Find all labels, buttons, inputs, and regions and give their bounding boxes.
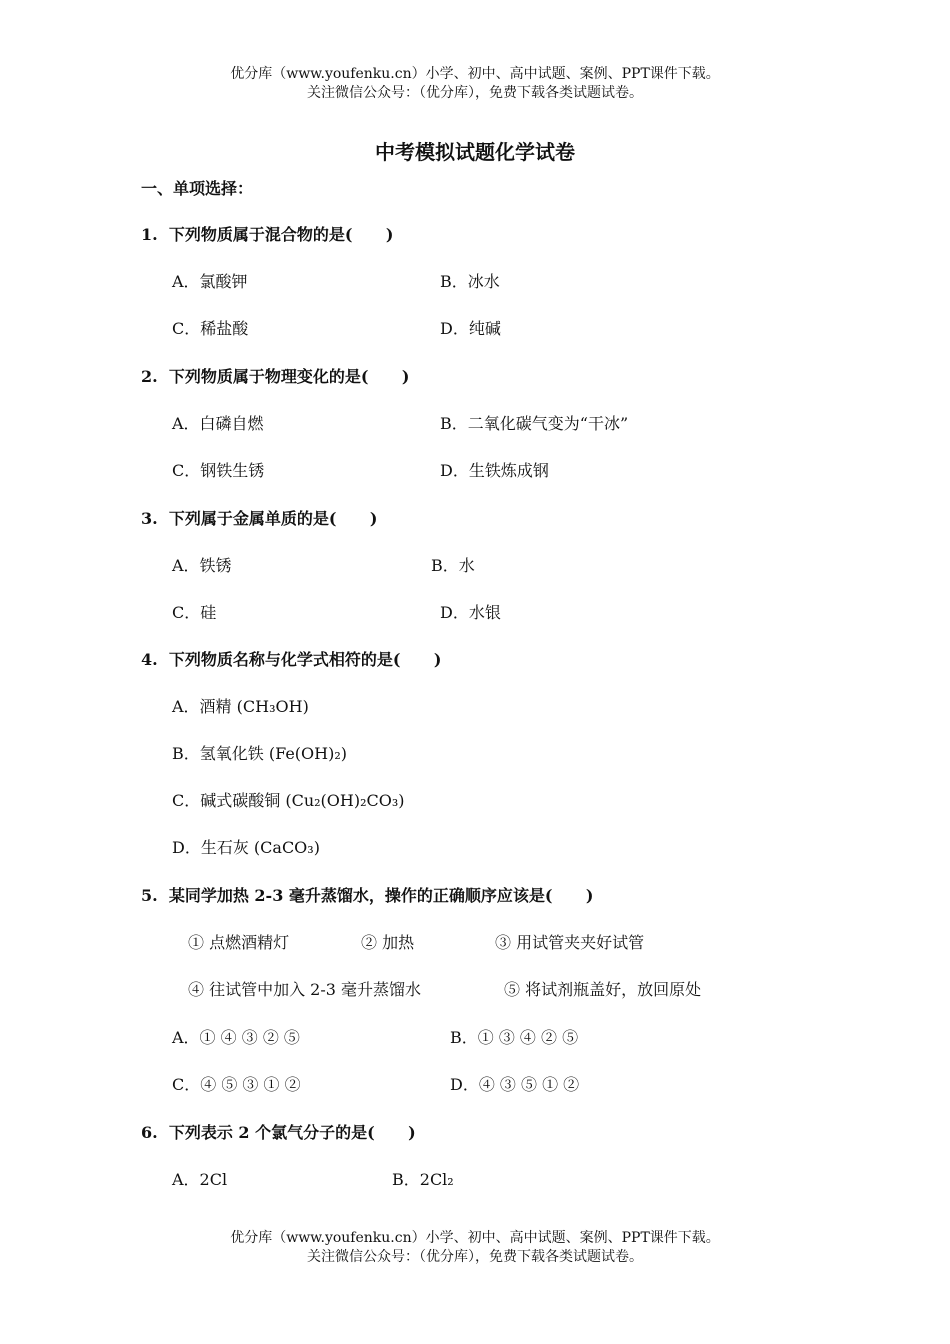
- question-1-option-d: D．纯碱: [440, 319, 501, 338]
- question-5-option-d: D．④ ③ ⑤ ① ②: [450, 1075, 580, 1094]
- question-5-step-2: ② 加热: [361, 933, 415, 952]
- question-4-option-d: D．生石灰 (CaCO₃): [172, 838, 320, 857]
- section-heading: 一、单项选择：: [141, 179, 254, 198]
- question-5-step-1: ① 点燃酒精灯: [188, 933, 290, 952]
- question-4-stem: 4. 下列物质名称与化学式相符的是( ): [141, 650, 442, 669]
- question-1-option-b: B．冰水: [440, 272, 500, 291]
- question-5-option-a: A．① ④ ③ ② ⑤: [172, 1028, 300, 1047]
- footer-line-1: 优分库（www.youfenku.cn）小学、初中、高中试题、案例、PPT课件下载。: [230, 1230, 720, 1246]
- question-6-stem: 6. 下列表示 2 个氯气分子的是( ): [141, 1123, 416, 1142]
- question-4-option-c: C．碱式碳酸铜 (Cu₂(OH)₂CO₃): [172, 791, 405, 810]
- question-5-step-3: ③ 用试管夹夹好试管: [495, 933, 645, 952]
- question-2-option-c: C．钢铁生锈: [172, 461, 265, 480]
- question-1-option-a: A．氯酸钾: [172, 272, 248, 291]
- question-5-option-c: C．④ ⑤ ③ ① ②: [172, 1075, 301, 1094]
- question-3-option-b: B．水: [431, 556, 475, 575]
- question-2-stem: 2. 下列物质属于物理变化的是( ): [141, 367, 410, 386]
- question-3-option-d: D．水银: [440, 603, 501, 622]
- question-3-stem: 3. 下列属于金属单质的是( ): [141, 509, 378, 528]
- question-5-stem: 5. 某同学加热 2-3 毫升蒸馏水，操作的正确顺序应该是( ): [141, 886, 594, 905]
- header-line-1: 优分库（www.youfenku.cn）小学、初中、高中试题、案例、PPT课件下载。: [230, 66, 720, 82]
- question-5-step-5: ⑤ 将试剂瓶盖好，放回原处: [504, 980, 702, 999]
- question-3-option-c: C．硅: [172, 603, 217, 622]
- question-3-option-a: A．铁锈: [172, 556, 232, 575]
- question-2-option-d: D．生铁炼成钢: [440, 461, 549, 480]
- header-line-2: 关注微信公众号：（优分库），免费下载各类试题试卷。: [307, 85, 643, 101]
- question-4-option-b: B．氢氧化铁 (Fe(OH)₂): [172, 744, 347, 763]
- question-5-option-b: B．① ③ ④ ② ⑤: [450, 1028, 579, 1047]
- question-2-option-a: A．白磷自燃: [172, 414, 264, 433]
- question-2-option-b: B．二氧化碳气变为“干冰”: [440, 414, 629, 433]
- question-6-option-b: B．2Cl₂: [392, 1170, 454, 1189]
- question-4-option-a: A．酒精 (CH₃OH): [172, 697, 309, 716]
- question-6-option-a: A．2Cl: [172, 1170, 228, 1189]
- footer-line-2: 关注微信公众号：（优分库），免费下载各类试题试卷。: [307, 1249, 643, 1265]
- page-title: 中考模拟试题化学试卷: [375, 140, 575, 164]
- question-5-step-4: ④ 往试管中加入 2-3 毫升蒸馏水: [188, 980, 422, 999]
- question-1-stem: 1. 下列物质属于混合物的是( ): [141, 225, 394, 244]
- question-1-option-c: C．稀盐酸: [172, 319, 249, 338]
